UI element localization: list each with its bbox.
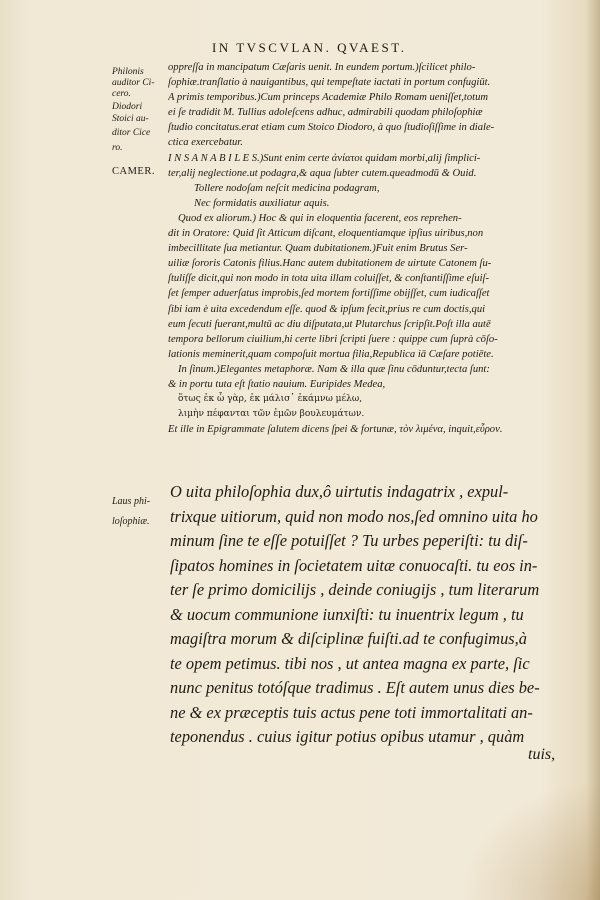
note-line: ſibi iam è uita excedendum eſſe. quod & ipſum fecit,prius re cum doctis,qui [168, 303, 486, 315]
note-line: ei ſe tradidit M. Tullius adoleſcens adhuc, admirabili quodam philoſophiæ [168, 107, 483, 119]
note-line: & in portu tuta eſt ſtatio nauium. Euripides Medea, [168, 378, 386, 390]
page-edge-shadow [586, 0, 600, 900]
note-line: ter,alij neglectione.ut podagra,& aqua ſubter cutem.queadmodū & Ouid. [168, 167, 477, 179]
note-line: dit in Oratore: Quid ſit Atticum diſcant, eloquentiamque ipſius uiribus,non [168, 228, 484, 240]
greek-verse-line: ὅτως ἐκ ὦ γὰρ, ἐκ μάλισ᾽ ἐκάμνω μέλω, [178, 394, 363, 405]
margin-note: ro. [112, 143, 123, 153]
margin-note: Philonis [112, 67, 144, 77]
margin-note: Diodori [112, 102, 143, 112]
main-text-line: magiſtra morum & diſciplinæ fuiſti.ad te confugimus,à [170, 629, 527, 648]
main-text-line: ſipatos homines in ſocietatem uitæ conuocaſti. tu eos in- [170, 555, 538, 575]
margin-note: Stoici au- [112, 114, 149, 124]
greek-verse-line: λιμὴν πέφανται τῶν ἐμῶν βουλευμάτων. [178, 409, 365, 420]
note-line: ſophiæ.tranſlatio à nauigantibus, qui tempeſtate iactati in portum confugiūt. [168, 77, 491, 89]
note-line: Quod ex aliorum.) Hoc & qui in eloquentia facerent, eos reprehen- [178, 212, 462, 224]
margin-note: auditor Ci- [112, 78, 155, 88]
margin-note: cero. [112, 89, 131, 99]
note-line: ſtudio concitatus.erat etiam cum Stoico Diodoro, à quo ſtudioſiſſime in diale- [168, 122, 495, 134]
camer-label: CAMER. [112, 166, 155, 177]
note-line: lationis meminerit,quam compoſuit mortua filia,Republica iā Cæſare potiēte. [168, 348, 494, 360]
main-text-line: te opem petimus. tibi nos , ut antea magna ex parte, ſic [170, 653, 530, 673]
running-head: IN TVSCVLAN. QVAEST. [212, 40, 407, 55]
note-line: ctica exercebatur. [168, 137, 243, 149]
note-line: eum ſecuti fuerant,multū ac diu diſputata,ut Plutarchus ſcripſit.Poſt illa autē [168, 318, 491, 330]
main-text-line: teponendus . cuius igitur potius opibus utamur , quàm [170, 727, 525, 746]
verse-line: Nec formidatis auxiliatur aquis. [194, 197, 330, 209]
commentary-notes [168, 60, 570, 437]
margin-note: ditor Cice [112, 128, 151, 138]
note-line: In ſinum.)Elegantes metaphoræ. Nam & illa quæ ſinu cōduntur,tecta ſunt: [178, 363, 490, 375]
main-text-line: trixque uitiorum, quid non modo nos,ſed omnino uita ho [170, 506, 538, 526]
note-line: A primis temporibus.)Cum princeps Academiæ Philo Romam ueniſſet,totum [168, 92, 489, 104]
main-text-line: ne & ex præceptis tuis actus pene toti immortalitati an- [170, 702, 533, 722]
note-line: imbecillitate ſua metiantur. Quam dubitationem.)Fuit enim Brutus Ser- [168, 243, 468, 255]
note-line: I N S A N A B I L E S.)Sunt enim certe ἀνίατοι quidam morbi,alij ſimplici- [168, 152, 481, 164]
note-line: ſet ſemper aduerſatus improbis,ſed mortem fortiſſime obijſſet, cum iudicaſſet [168, 288, 490, 300]
catchword: tuis, [528, 746, 556, 763]
margin-note: Laus phi- [112, 496, 151, 507]
verse-line: Tollere nodoſam neſcit medicina podagram, [194, 182, 380, 194]
age-stain [460, 780, 600, 900]
main-text-line: O uita philoſophia dux,ô uirtutis indagatrix , expul- [170, 482, 509, 501]
main-text [170, 480, 572, 750]
laus-philosophiae-label [112, 492, 150, 532]
margin-notes-top [112, 66, 172, 155]
note-line: Et ille in Epigrammate ſalutem dicens ſpei & fortunæ, τὸν λιμένα, inquit,εὗρον. [168, 424, 503, 436]
main-text-line: minum ſine te eſſe potuiſſet ? Tu urbes peperiſti: tu diſ- [170, 531, 528, 550]
main-text-line: & uocum communione iunxiſti: tu inuentrix legum , tu [170, 604, 524, 624]
note-line: tempora bellorum ciuilium,hi certe libri ſcripti ſuere : quippe cum ſuprà cōſo- [168, 333, 498, 345]
main-text-line: ter ſe primo domicilijs , deinde coniugijs , tum literarum [170, 580, 540, 599]
margin-note: loſophiæ. [112, 516, 150, 527]
main-text-line: nunc penitus totóſque tradimus . Eſt autem unus dies be- [170, 678, 540, 697]
note-line: ſtuliſſe dicit,qui non modo in tota uita illam coluiſſet, & conſtantiſſime eſuiſ- [168, 273, 490, 285]
note-line: uiliæ ſororis Catonis filius.Hanc autem dubitationem de uirtute Catonem ſu- [168, 258, 492, 270]
note-line: oppreſſa in mancipatum Cæſaris uenit. In eundem portum.)ſcilicet philo- [168, 62, 476, 73]
